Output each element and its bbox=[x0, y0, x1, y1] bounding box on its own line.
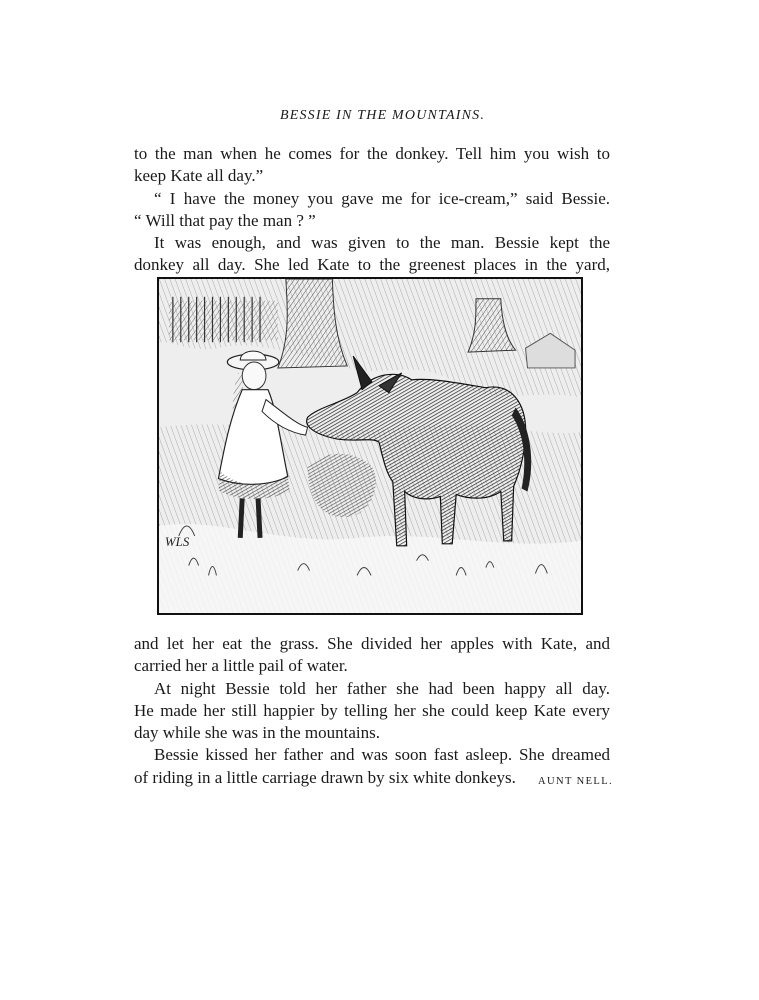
artist-monogram: WLS bbox=[164, 534, 190, 549]
text-line: It was enough, and was given to the man. Bessie kept the bbox=[154, 233, 610, 253]
text-line: and let her eat the grass. She divided her apples with Kate, and bbox=[134, 634, 610, 653]
text-line: of riding in a little carriage drawn by six white donkeys. bbox=[134, 767, 516, 787]
girl-feeding-donkey-engraving bbox=[159, 279, 581, 613]
text-block-bottom bbox=[134, 633, 610, 789]
text-line: donkey all day. She led Kate to the greenest places in the yard, bbox=[134, 255, 610, 275]
author-signature: AUNT NELL. bbox=[538, 776, 614, 787]
text-line: keep Kate all day.” bbox=[134, 166, 264, 186]
engraving-illustration bbox=[157, 277, 583, 615]
picket-fence bbox=[169, 297, 278, 342]
text-line: “ I have the money you gave me for ice-cream,” said Bessie. bbox=[154, 188, 610, 208]
text-line: carried her a little pail of water. bbox=[134, 656, 348, 676]
text-block-top bbox=[134, 143, 610, 277]
text-line: At night Bessie told her father she had been happy all day. bbox=[154, 678, 610, 698]
text-line: “ Will that pay the man ? ” bbox=[134, 210, 316, 230]
text-line: day while she was in the mountains. bbox=[134, 723, 380, 743]
text-line: Bessie kissed her father and was soon fast asleep. She dreamed bbox=[154, 745, 610, 765]
text-line: to the man when he comes for the donkey. Tell him you wish to bbox=[134, 144, 610, 163]
text-line: He made her still happier by telling her she could keep Kate every bbox=[134, 700, 610, 720]
running-head: BESSIE IN THE MOUNTAINS. bbox=[279, 108, 486, 123]
